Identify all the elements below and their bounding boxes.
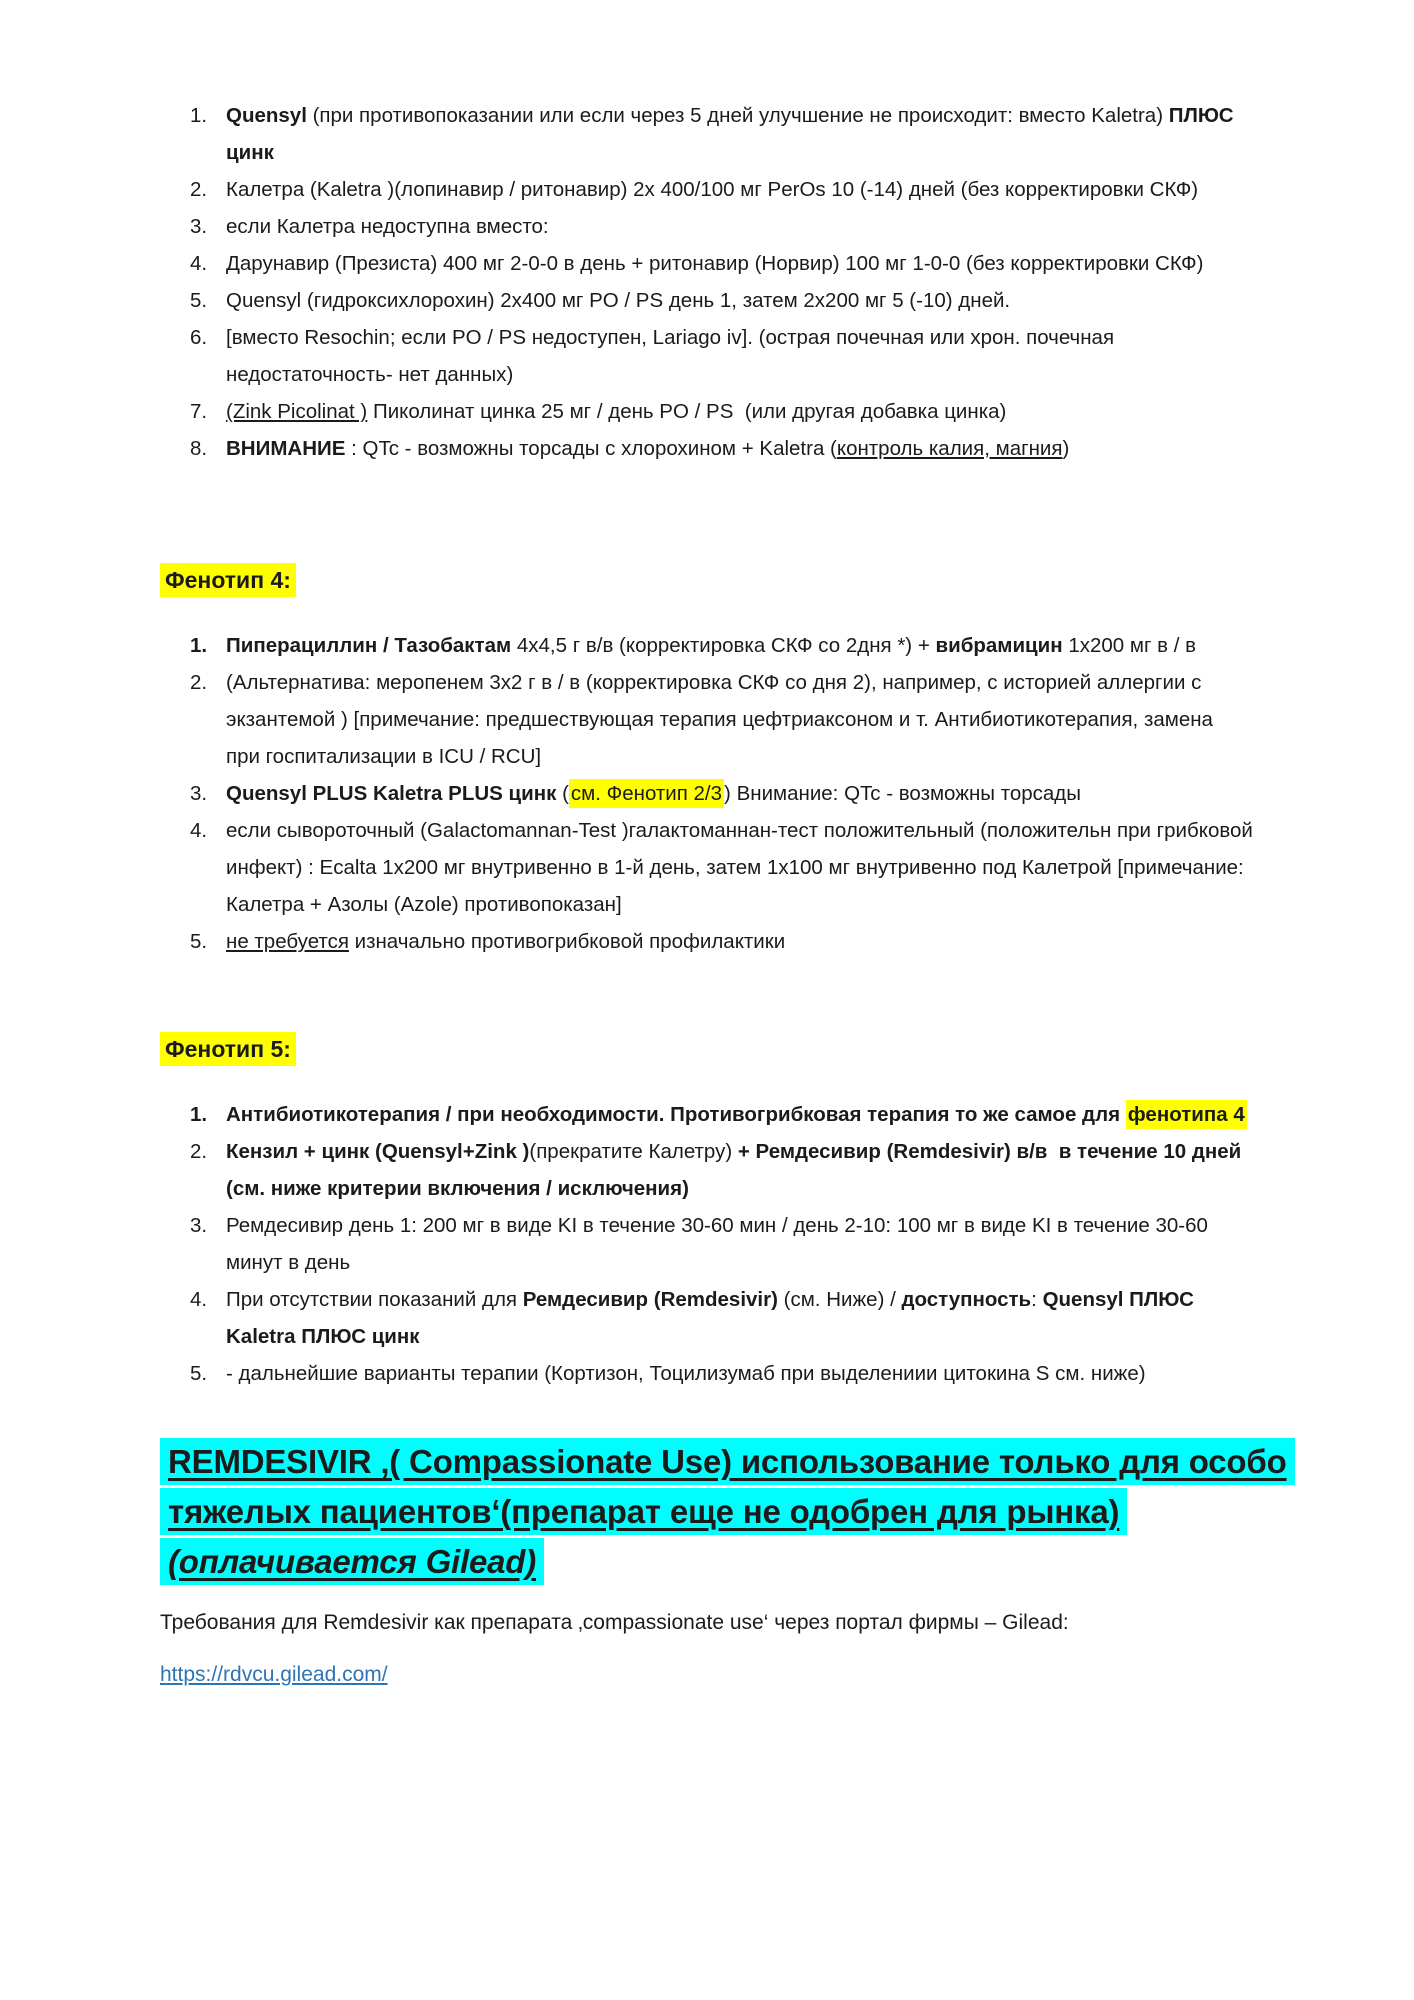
text-segment: При отсутствии показаний для	[226, 1288, 523, 1311]
list-item-number: 7.	[190, 400, 208, 423]
phenotype4-heading-highlight: Фенотип 4:	[160, 563, 296, 597]
list-item	[160, 97, 1256, 171]
text-segment: (Zink Picolinat )	[226, 400, 368, 423]
text-segment: - дальнейшие варианты терапии (Кортизон, Тоцилизумаб при выделениии цитокина S см. ниже)	[226, 1362, 1146, 1385]
text-segment: 1х200 мг в / в	[1062, 634, 1197, 657]
list-item-number: 8.	[190, 437, 208, 460]
list-item-text	[226, 208, 1256, 245]
list-item-text	[226, 1281, 1256, 1355]
phenotype4-list	[160, 627, 1259, 960]
text-segment: Ремдесивир день 1: 200 мг в виде KI в течение 30-60 мин / день 2-10: 100 мг в виде KI в течение 30-60 минут в день	[226, 1214, 1214, 1274]
list-item-number: 3.	[190, 1214, 208, 1237]
text-segment: REMDESIVIR ‚( Compassionate Use) использование только для особо тяжелых пациентов‘(препарат еще не одобрен для рынка)	[168, 1443, 1287, 1530]
text-segment: :	[1031, 1288, 1043, 1311]
text-segment: Quensyl	[226, 104, 307, 127]
remdesivir-heading	[160, 1437, 1296, 1587]
list-item	[160, 775, 1256, 812]
list-item-number: 6.	[190, 326, 208, 349]
list-item-number: 3.	[190, 782, 208, 805]
text-segment: Антибиотикотерапия / при необходимости. Противогрибковая терапия то же самое для	[226, 1103, 1126, 1126]
text-segment: (см. Ниже) /	[777, 1288, 902, 1311]
list-item-number: 1.	[190, 634, 208, 657]
list-item-text	[226, 171, 1256, 208]
list-item	[160, 430, 1256, 467]
text-segment-highlighted: фенотипа 4	[1126, 1100, 1247, 1129]
text-segment: 4х4,5 г в/в (корректировка СКФ со 2дня *) +	[511, 634, 936, 657]
list-item	[160, 245, 1256, 282]
text-segment: ПЛЮС цинк	[226, 104, 1240, 164]
text-segment: (	[556, 782, 569, 805]
text-segment: + Ремдесивир (Remdesivir) в/в в течение 10 дней (см. ниже критерии включения / исключения)	[226, 1140, 1247, 1200]
list-item	[160, 319, 1256, 393]
list-item	[160, 812, 1259, 923]
text-segment: (Альтернатива: меропенем 3х2 г в / в (корректировка СКФ со дня 2), например, с историей аллергии с экзантемой ) [примечание: предшествующая терапия цефтриаксоном и т. Антибиотикотерапия, замена при госпитализации в ICU / RCU]	[226, 671, 1225, 768]
list-item-number: 2.	[190, 178, 208, 201]
list-item	[160, 664, 1256, 775]
phenotype5-heading	[160, 1032, 1256, 1066]
text-segment: контроль калия, магния	[836, 437, 1063, 460]
list-item	[160, 1207, 1256, 1281]
text-segment: Пиперациллин / Тазобактам	[226, 634, 512, 657]
text-segment: [вместо Resochin; если PO / PS недоступен, Lariago iv]. (острая почечная или хрон. почечная недостаточность- нет данных)	[226, 326, 1120, 386]
list-item	[160, 393, 1256, 430]
list-item-number: 5.	[190, 1362, 208, 1385]
list-item-text	[226, 319, 1256, 393]
list-item-text	[226, 245, 1256, 282]
list-item	[160, 208, 1256, 245]
list-item-text	[226, 664, 1256, 775]
text-segment: )	[1062, 437, 1070, 460]
list-item-text	[226, 282, 1256, 319]
text-segment: : QTc - возможны торсады с хлорохином + Kaletra (	[345, 437, 837, 460]
list-item	[160, 627, 1256, 664]
list-item-text	[226, 1096, 1256, 1133]
list-item-text	[226, 627, 1256, 664]
text-segment: Quensyl PLUS Kaletra PLUS цинк	[226, 782, 557, 805]
text-segment: Дарунавир (Презиста) 400 мг 2-0-0 в день + ритонавир (Норвир) 100 мг 1-0-0 (без корректировки СКФ)	[226, 252, 1204, 275]
text-segment: Ремдесивир (Remdesivir)	[522, 1288, 778, 1311]
phenotype4-heading	[160, 563, 1256, 597]
gilead-portal-link[interactable]: https://rdvcu.gilead.com/	[160, 1663, 388, 1686]
list-item-text	[226, 1355, 1256, 1392]
text-segment: Кензил + цинк (Quensyl+Zink )	[226, 1140, 530, 1163]
list-item	[160, 1133, 1256, 1207]
list-item-text	[226, 393, 1256, 430]
text-segment-highlighted: см. Фенотип 2/3	[569, 779, 724, 808]
text-segment: (при противопоказании или если через 5 дней улучшение не происходит: вместо Kaletra)	[306, 104, 1169, 127]
list-item-number: 4.	[190, 252, 208, 275]
text-segment-italic: (оплачивается Gilead)	[168, 1543, 537, 1580]
list-item-number: 1.	[190, 104, 208, 127]
text-segment: изначально противогрибковой профилактики	[348, 930, 786, 953]
list-item	[160, 1355, 1256, 1392]
list-item-number: 1.	[190, 1103, 208, 1126]
list-item	[160, 1281, 1256, 1355]
list-item-text	[226, 1133, 1256, 1207]
list-item-number: 5.	[190, 930, 208, 953]
text-segment: (прекратите Калетру)	[529, 1140, 738, 1163]
text-segment: если Калетра недоступна вместо:	[226, 215, 549, 238]
phenotype5-heading-highlight: Фенотип 5:	[160, 1032, 296, 1066]
list-item-text	[226, 1207, 1256, 1281]
list-item-number: 2.	[190, 671, 208, 694]
text-segment: если сывороточный (Galactomannan-Test )галактоманнан-тест положительный (положительн при грибковой инфект) : Ecalta 1х200 мг внутривенно в 1-й день, затем 1х100 мг внутривенно под Калетрой [примечание: Калетра + Азолы (Azole) противопоказан]	[226, 819, 1259, 916]
list-item-number: 4.	[190, 819, 208, 842]
text-segment: Калетра (Kaletra )(лопинавир / ритонавир) 2х 400/100 мг PerOs 10 (-14) дней (без корректировки СКФ)	[226, 178, 1199, 201]
text-segment: вибрамицин	[935, 634, 1063, 657]
list-item-number: 5.	[190, 289, 208, 312]
text-segment: ВНИМАНИЕ	[226, 437, 346, 460]
text-segment: не требуется	[226, 930, 349, 953]
list-item-number: 2.	[190, 1140, 208, 1163]
list-item-text	[226, 775, 1256, 812]
text-segment: Пиколинат цинка 25 мг / день PO / PS (или другая добавка цинка)	[367, 400, 1007, 423]
remdesivir-heading-highlight	[160, 1438, 1295, 1585]
list-item-number: 4.	[190, 1288, 208, 1311]
list-item-text	[226, 97, 1256, 171]
list-item	[160, 923, 1256, 960]
text-segment: ) Внимание: QTc - возможны торсады	[724, 782, 1082, 805]
list-item-text	[226, 430, 1256, 467]
text-segment: доступность	[901, 1288, 1032, 1311]
list-item-text	[226, 923, 1256, 960]
list-item-number: 3.	[190, 215, 208, 238]
requirements-paragraph: Требования для Remdesivir как препарата ‚compassionate use‘ через портал фирмы – Gilead:	[160, 1611, 1069, 1634]
list-item	[160, 282, 1256, 319]
list-item	[160, 171, 1256, 208]
text-segment: Quensyl (гидроксихлорохин) 2х400 мг PO / PS день 1, затем 2х200 мг 5 (-10) дней.	[226, 289, 1011, 312]
phenotype5-list	[160, 1096, 1256, 1392]
treatment-list-top	[160, 97, 1256, 467]
text-segment: Quensyl ПЛЮС Kaletra ПЛЮС цинк	[226, 1288, 1200, 1348]
list-item-text	[226, 812, 1259, 923]
list-item	[160, 1096, 1256, 1133]
